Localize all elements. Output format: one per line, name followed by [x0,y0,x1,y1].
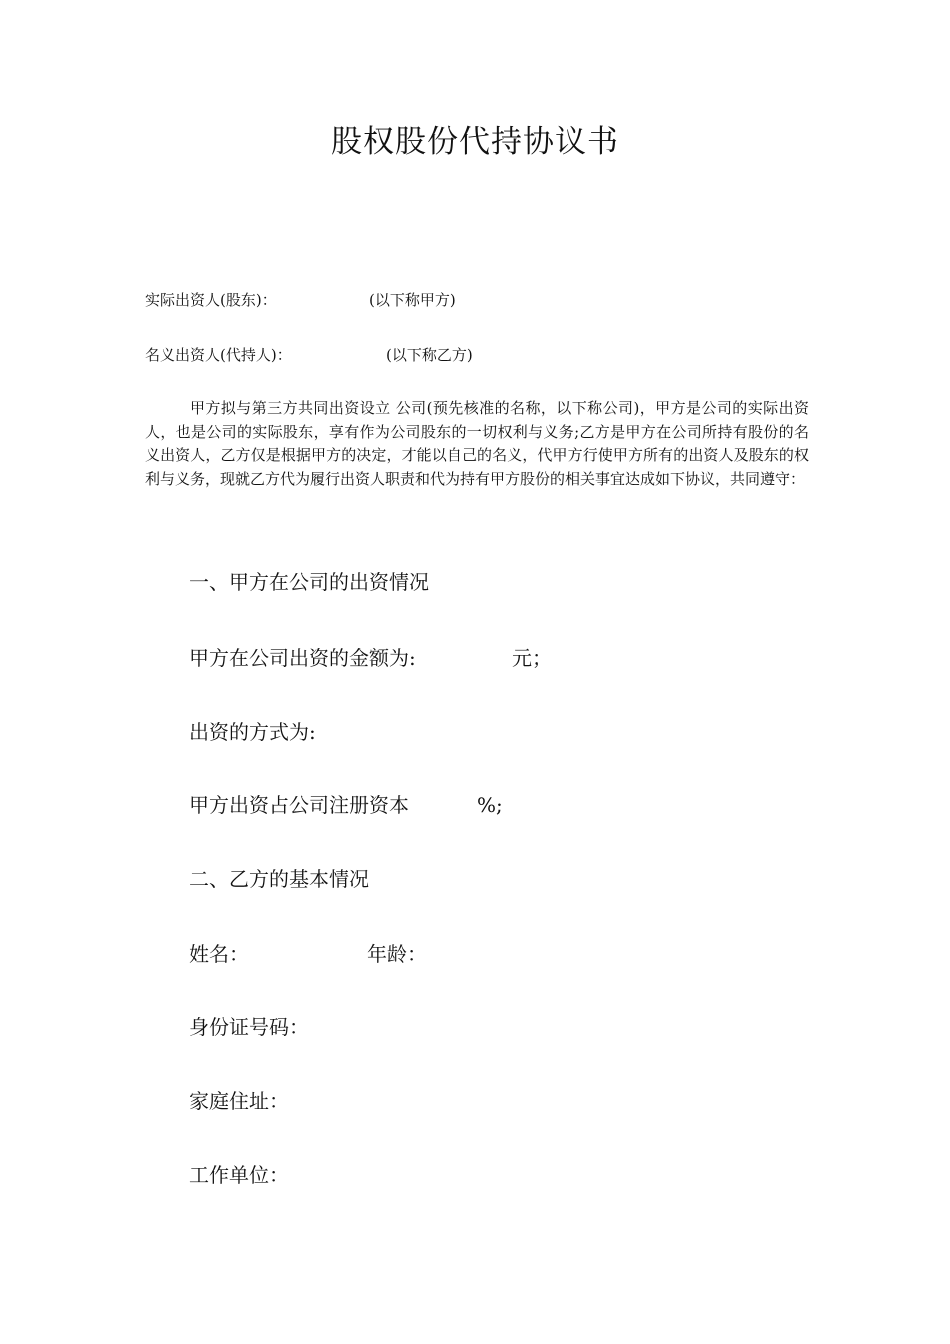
contribution-method-line [189,719,316,745]
id-number-line [189,1014,309,1040]
contribution-amount-unit: 元； [512,646,552,670]
home-address-line [189,1088,289,1114]
section-1-heading: 一、甲方在公司的出资情况 [189,570,429,594]
contribution-amount-line [189,645,552,671]
section-2-heading: 二、乙方的基本情况 [189,867,369,891]
id-number-label: 身份证号码： [189,1015,309,1039]
home-address-label: 家庭住址： [189,1089,289,1113]
party-a-suffix: (以下称甲方) [369,291,456,309]
age-label: 年龄： [367,942,427,966]
party-a-line [145,290,456,310]
party-b-line [145,345,473,365]
party-a-label: 实际出资人(股东)： [145,291,277,309]
party-b-suffix: (以下称乙方) [386,346,473,364]
employer-label: 工作单位： [189,1163,289,1187]
contribution-amount-label: 甲方在公司出资的金额为: [189,646,416,670]
contribution-method-label: 出资的方式为: [189,720,316,744]
name-label: 姓名： [189,942,249,966]
party-b-label: 名义出资人(代持人)： [145,346,292,364]
intro-paragraph: 甲方拟与第三方共同出资设立 公司(预先核准的名称，以下称公司)，甲方是公司的实际出资人，也是公司的实际股东，享有作为公司股东的一切权利与义务;乙方是甲方在公司所持有股份的名义出资人，乙方仅是根据甲方的决定，才能以自己的名义，代甲方行使甲方所有的出资人及股东的权利与义务，现就乙方代为履行出资人职责和代为持有甲方股份的相关事宜达成如下协议，共同遵守： [145,399,809,488]
document-title: 股权股份代持协议书 [331,124,619,160]
contribution-ratio-line [189,792,503,818]
employer-line [189,1162,289,1188]
contribution-ratio-unit: %; [477,793,503,817]
name-age-line [189,941,427,967]
contribution-ratio-label: 甲方出资占公司注册资本 [189,793,409,817]
